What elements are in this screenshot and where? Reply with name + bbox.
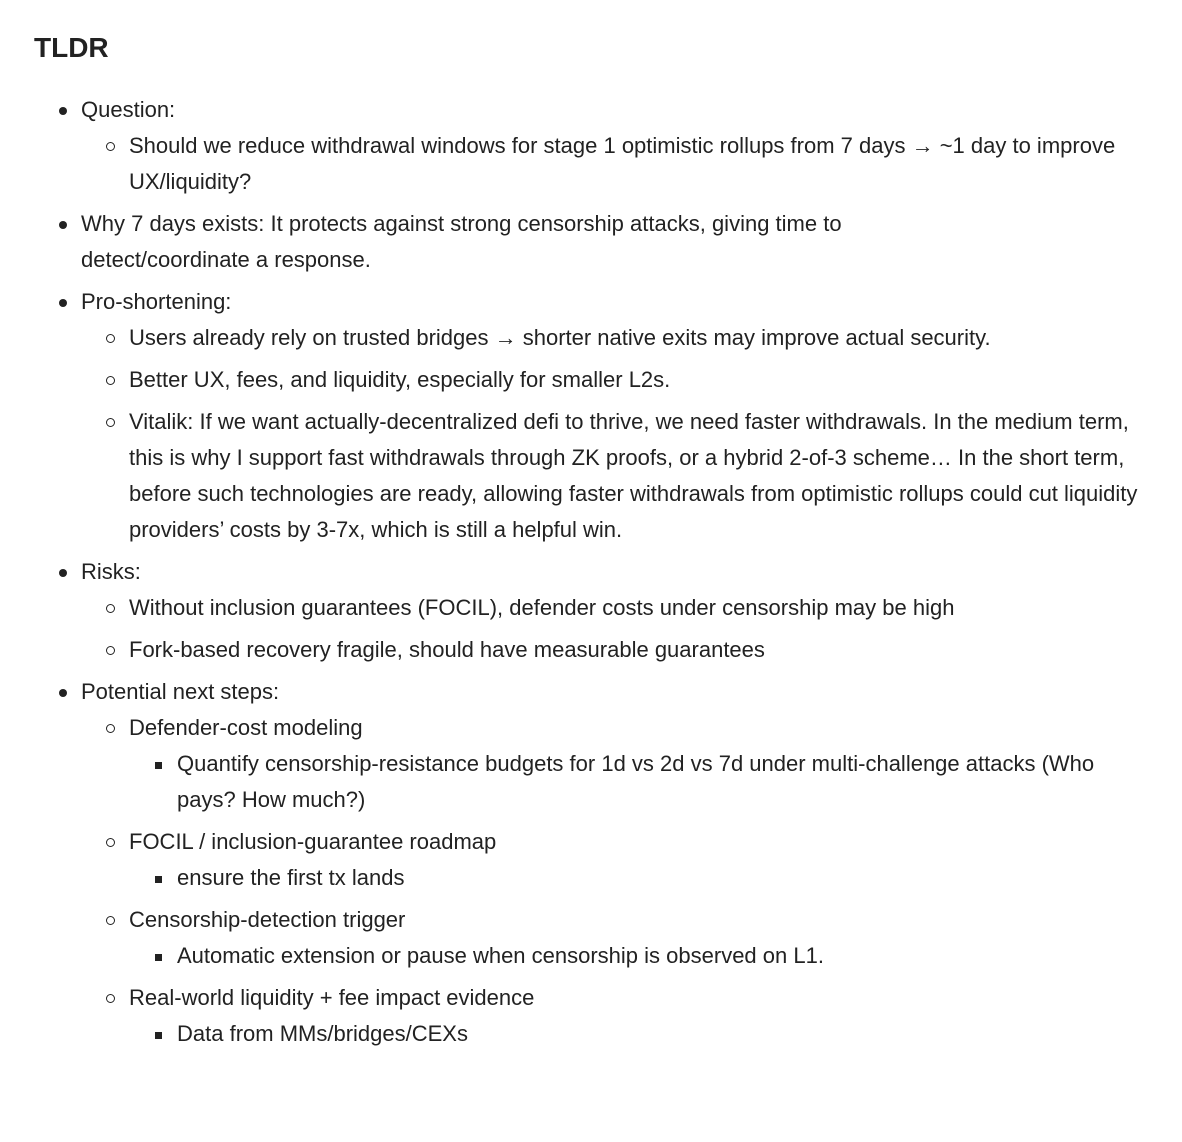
sub-list-item (81, 128, 1134, 200)
sub-list-item (81, 590, 1134, 626)
list-item-risks (34, 554, 1182, 668)
list-item-text: Question: (81, 97, 176, 122)
sub-list-item-text: Should we reduce withdrawal windows for stage 1 optimistic rollups from 7 days → ~1 day to improve UX/liquidity? (129, 133, 1116, 194)
sub-sub-list (129, 860, 1134, 896)
sub-sub-list-item-text: ensure the first tx lands (177, 865, 405, 890)
sub-list-item-text: Fork-based recovery fragile, should have measurable guarantees (129, 637, 765, 662)
sub-list-item (81, 320, 1042, 356)
sub-list (81, 128, 1182, 200)
sub-sub-list-item-text: Automatic extension or pause when censorship is observed on L1. (177, 943, 824, 968)
sub-list-item (81, 902, 1134, 974)
sub-sub-list (129, 746, 1134, 818)
list-item-pro-shortening (34, 284, 1182, 548)
list-item-question (34, 92, 1182, 200)
sub-list-item-text: Censorship-detection trigger (129, 907, 406, 932)
sub-list-item-text: Vitalik: If we want actually-decentralized defi to thrive, we need faster withdrawals. In the medium term, this is why I support fast withdrawals through ZK proofs, or a hybrid 2-of-3 scheme… In the short term, before such technologies are ready, allowing faster withdrawals from optimistic rollups could cut liquidity providers’ costs by 3-7x, which is still a helpful win. (129, 409, 1138, 542)
sub-list-item (81, 632, 1134, 668)
sub-sub-list (129, 1016, 1134, 1052)
sub-list-item-text: Without inclusion guarantees (FOCIL), defender costs under censorship may be high (129, 595, 955, 620)
sub-list-item (81, 404, 1152, 548)
sub-list-item (81, 824, 1134, 896)
list-item-text: Potential next steps: (81, 679, 280, 704)
sub-sub-list-item (129, 1016, 1134, 1052)
sub-sub-list-item (129, 746, 1134, 818)
list-item-why-7-days (34, 206, 992, 278)
sub-sub-list (129, 938, 1134, 974)
list-item-text: Pro-shortening: (81, 289, 232, 314)
sub-list-item (81, 710, 1134, 818)
sub-list-item-text: Defender-cost modeling (129, 715, 363, 740)
sub-list (81, 710, 1182, 1052)
sub-sub-list-item (129, 938, 1134, 974)
sub-list (81, 320, 1182, 548)
tldr-list (34, 92, 1182, 1052)
sub-sub-list-item-text: Data from MMs/bridges/CEXs (177, 1021, 468, 1046)
section-heading: TLDR (34, 32, 109, 63)
list-item-next-steps (34, 674, 1182, 1052)
sub-sub-list-item (129, 860, 1134, 896)
sub-list-item-text: Users already rely on trusted bridges → shorter native exits may improve actual security. (129, 325, 991, 350)
list-item-text: Why 7 days exists: It protects against strong censorship attacks, giving time to detect/coordinate a response. (81, 211, 842, 272)
sub-list-item (81, 980, 1134, 1052)
sub-sub-list-item-text: Quantify censorship-resistance budgets for 1d vs 2d vs 7d under multi-challenge attacks (Who pays? How much?) (177, 751, 1095, 812)
sub-list-item-text: Real-world liquidity + fee impact evidence (129, 985, 535, 1010)
sub-list-item (81, 362, 1134, 398)
sub-list (81, 590, 1182, 668)
sub-list-item-text: Better UX, fees, and liquidity, especially for smaller L2s. (129, 367, 671, 392)
sub-list-item-text: FOCIL / inclusion-guarantee roadmap (129, 829, 497, 854)
list-item-text: Risks: (81, 559, 141, 584)
